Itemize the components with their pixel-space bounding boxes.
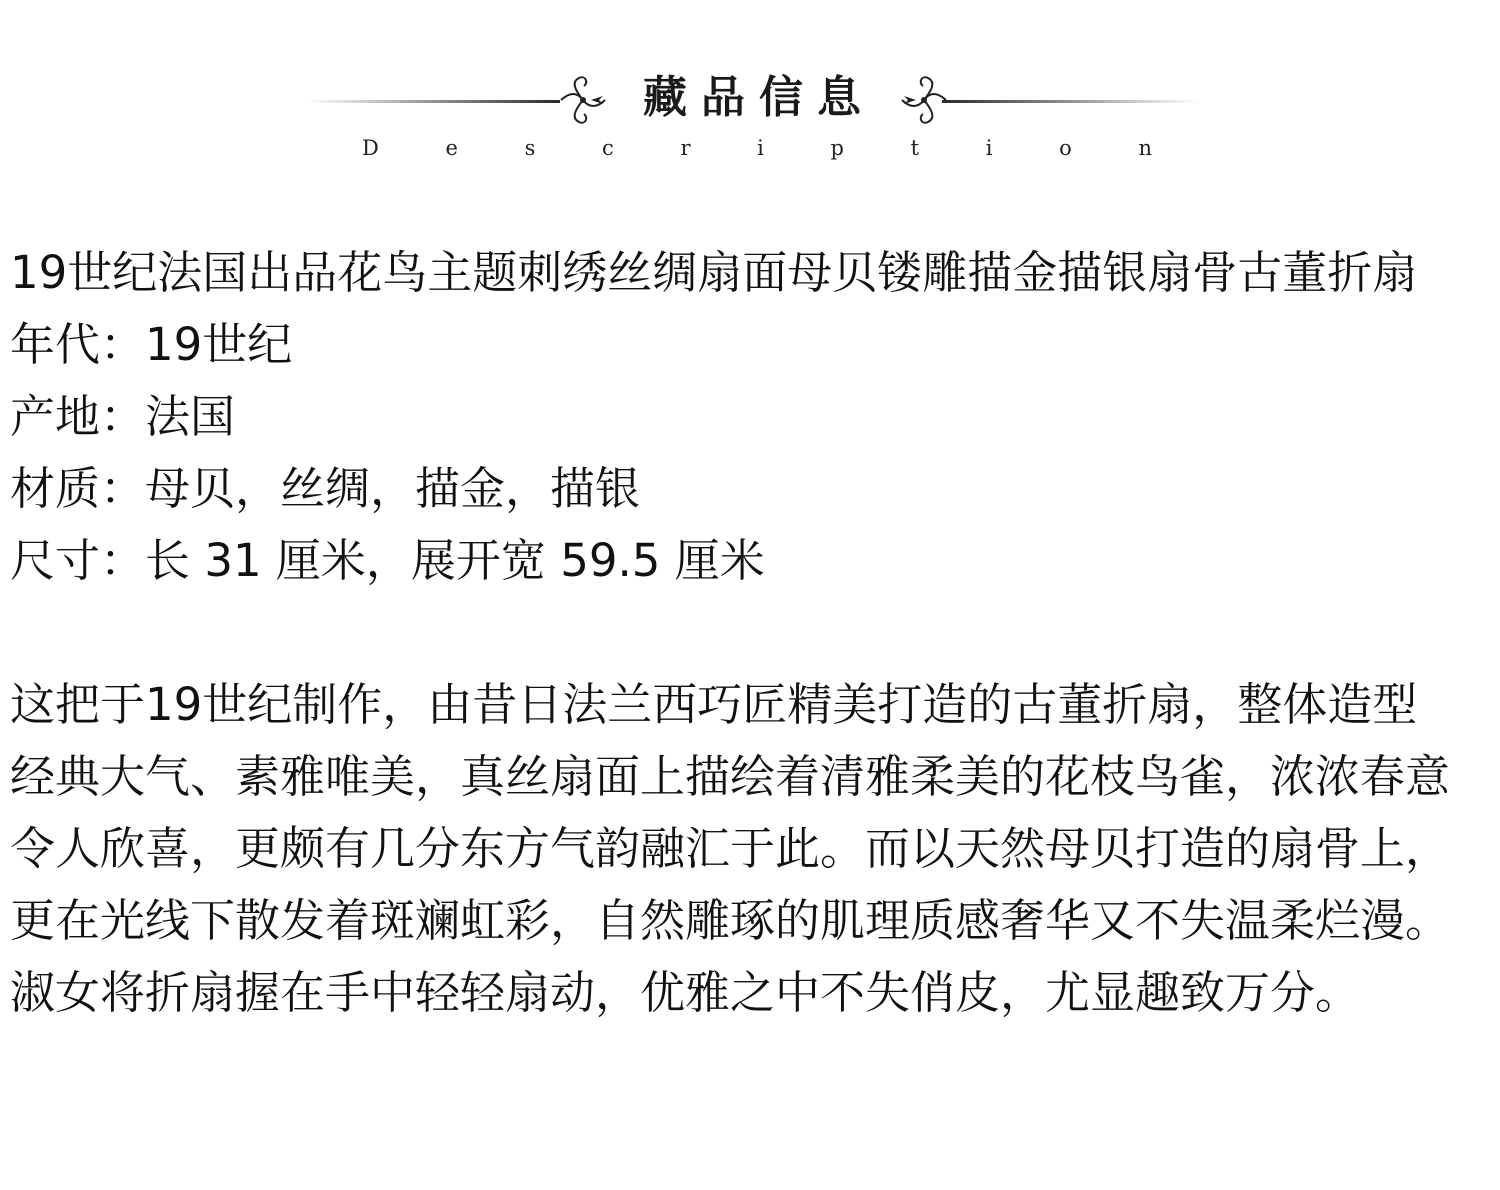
field-label: 尺寸：	[10, 534, 146, 587]
field-value: 法国	[145, 390, 236, 443]
field-value: 母贝，丝绸，描金，描银	[145, 462, 641, 515]
item-name: 19世纪法国出品花鸟主题刺绣丝绸扇面母贝镂雕描金描银扇骨古董折扇	[10, 246, 1418, 299]
field-origin	[10, 381, 1460, 453]
header-left-line	[305, 100, 560, 103]
subtitle-letter: p	[830, 136, 844, 160]
subtitle-letter: i	[757, 136, 764, 160]
item-description: 这把于19世纪制作，由昔日法兰西巧匠精美打造的古董折扇，整体造型经典大气、素雅唯美，真丝扇面上描绘着清雅柔美的花枝鸟雀，浓浓春意令人欣喜，更颇有几分东方气韵融汇于此。而以天然母贝打造的扇骨上，更在光线下散发着斑斓虹彩，自然雕琢的肌理质感奢华又不失温柔烂漫。淑女将折扇握在手中轻轻扇动，优雅之中不失俏皮，尤显趣致万分。	[10, 678, 1451, 1019]
subtitle-letter: s	[524, 136, 536, 160]
header-right-line	[942, 100, 1200, 103]
subtitle-letter: c	[602, 136, 614, 160]
field-value: 19世纪	[145, 318, 293, 371]
field-label: 年代：	[10, 318, 146, 371]
subtitle-letter: e	[445, 136, 458, 160]
subtitle-description	[362, 135, 1152, 161]
item-content	[10, 237, 1460, 1029]
subtitle-letter: D	[362, 136, 379, 160]
section-header	[0, 0, 1500, 180]
subtitle-letter: n	[1138, 136, 1152, 160]
page-title: 藏品信息	[643, 72, 875, 123]
field-value: 长 31 厘米，展开宽 59.5 厘米	[145, 534, 765, 587]
subtitle-letter: o	[1059, 136, 1072, 160]
field-era	[10, 309, 1460, 381]
paragraph-gap	[10, 597, 1460, 669]
subtitle-letter: t	[910, 136, 920, 160]
field-size	[10, 525, 1460, 597]
subtitle-letter: i	[985, 136, 993, 160]
field-material	[10, 453, 1460, 525]
left-flourish-ornament	[555, 72, 611, 128]
subtitle-letter: r	[680, 136, 691, 160]
field-label: 产地：	[10, 390, 146, 443]
field-label: 材质：	[10, 462, 146, 515]
